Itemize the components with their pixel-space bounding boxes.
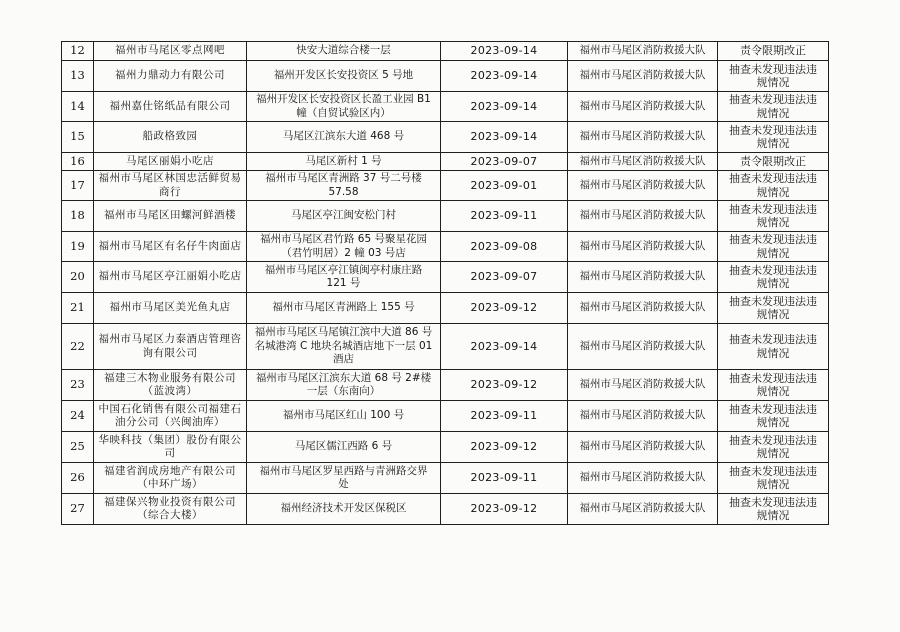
inspecting-department: 福州市马尾区消防救援大队 [568, 370, 718, 401]
inspection-date: 2023-09-01 [441, 171, 568, 201]
table-row [62, 153, 829, 171]
row-number: 18 [62, 201, 94, 232]
inspection-date: 2023-09-12 [441, 293, 568, 324]
inspection-result: 抽查未发现违法违 规情况 [718, 201, 829, 232]
unit-address: 福州市马尾区青洲路 37 号二号楼 57.58 [247, 171, 441, 201]
row-number: 12 [62, 42, 94, 61]
unit-address: 福州市马尾区亭江镇闽亭村康庄路 121 号 [247, 262, 441, 293]
unit-address: 快安大道综合楼一层 [247, 42, 441, 61]
table-row [62, 232, 829, 262]
unit-name: 福建保兴物业投资有限公司 （综合大楼） [94, 494, 247, 525]
inspection-result: 抽查未发现违法违 规情况 [718, 171, 829, 201]
inspection-date: 2023-09-12 [441, 494, 568, 525]
unit-name: 福州市马尾区美光鱼丸店 [94, 293, 247, 324]
inspection-date: 2023-09-11 [441, 201, 568, 232]
inspecting-department: 福州市马尾区消防救援大队 [568, 324, 718, 370]
unit-name: 福州市马尾区亭江丽娟小吃店 [94, 262, 247, 293]
inspection-result: 责令限期改正 [718, 42, 829, 61]
inspecting-department: 福州市马尾区消防救援大队 [568, 61, 718, 92]
unit-name: 船政格致园 [94, 122, 247, 153]
unit-name: 福州市马尾区有名仔牛肉面店 [94, 232, 247, 262]
inspection-result: 抽查未发现违法违 规情况 [718, 92, 829, 122]
table-body [62, 42, 829, 525]
inspecting-department: 福州市马尾区消防救援大队 [568, 494, 718, 525]
row-number: 23 [62, 370, 94, 401]
unit-name: 中国石化销售有限公司福建石 油分公司（兴闽油库） [94, 401, 247, 432]
inspecting-department: 福州市马尾区消防救援大队 [568, 432, 718, 463]
unit-name: 福州市马尾区林国忠活鲜贸易 商行 [94, 171, 247, 201]
inspection-date: 2023-09-14 [441, 324, 568, 370]
inspection-date: 2023-09-07 [441, 262, 568, 293]
unit-address: 马尾区儒江西路 6 号 [247, 432, 441, 463]
inspection-result: 抽查未发现违法违 规情况 [718, 463, 829, 494]
unit-name: 华映科技（集团）股份有限公 司 [94, 432, 247, 463]
unit-name: 福建三木物业服务有限公司 （蓝波湾） [94, 370, 247, 401]
table-row [62, 122, 829, 153]
unit-address: 福州开发区长安投资区长盈工业园 B1 幢（自贸试验区内） [247, 92, 441, 122]
inspection-date: 2023-09-11 [441, 401, 568, 432]
unit-name: 福建省润成房地产有限公司 （中环广场） [94, 463, 247, 494]
unit-address: 福州市马尾区红山 100 号 [247, 401, 441, 432]
inspection-date: 2023-09-12 [441, 432, 568, 463]
unit-name: 福州市马尾区零点网吧 [94, 42, 247, 61]
row-number: 21 [62, 293, 94, 324]
inspection-result: 抽查未发现违法违 规情况 [718, 494, 829, 525]
inspecting-department: 福州市马尾区消防救援大队 [568, 293, 718, 324]
inspection-date: 2023-09-14 [441, 92, 568, 122]
row-number: 14 [62, 92, 94, 122]
inspection-result: 抽查未发现违法违 规情况 [718, 324, 829, 370]
inspecting-department: 福州市马尾区消防救援大队 [568, 171, 718, 201]
row-number: 16 [62, 153, 94, 171]
row-number: 27 [62, 494, 94, 525]
unit-address: 福州市马尾区马尾镇江滨中大道 86 号 名城港湾 C 地块名城酒店地下一层 01 酒店 [247, 324, 441, 370]
inspection-result: 抽查未发现违法违 规情况 [718, 122, 829, 153]
row-number: 17 [62, 171, 94, 201]
table-row [62, 262, 829, 293]
table-row [62, 61, 829, 92]
table-row [62, 171, 829, 201]
inspection-table [61, 41, 829, 525]
row-number: 22 [62, 324, 94, 370]
unit-name: 福州市马尾区田螺河鲜酒楼 [94, 201, 247, 232]
inspection-result: 抽查未发现违法违 规情况 [718, 293, 829, 324]
inspecting-department: 福州市马尾区消防救援大队 [568, 122, 718, 153]
row-number: 25 [62, 432, 94, 463]
inspection-date: 2023-09-14 [441, 42, 568, 61]
inspecting-department: 福州市马尾区消防救援大队 [568, 463, 718, 494]
unit-name: 福州嘉仕铭纸品有限公司 [94, 92, 247, 122]
table-row [62, 42, 829, 61]
table-row [62, 370, 829, 401]
unit-address: 福州市马尾区君竹路 65 号聚星花园 （君竹明居）2 幢 03 号店 [247, 232, 441, 262]
unit-address: 福州市马尾区青洲路上 155 号 [247, 293, 441, 324]
row-number: 26 [62, 463, 94, 494]
unit-name: 马尾区丽娟小吃店 [94, 153, 247, 171]
inspection-result: 抽查未发现违法违 规情况 [718, 232, 829, 262]
inspecting-department: 福州市马尾区消防救援大队 [568, 42, 718, 61]
table-row [62, 324, 829, 370]
inspection-result: 抽查未发现违法违 规情况 [718, 401, 829, 432]
inspection-result: 抽查未发现违法违 规情况 [718, 61, 829, 92]
inspection-date: 2023-09-07 [441, 153, 568, 171]
row-number: 15 [62, 122, 94, 153]
unit-name: 福州力鼎动力有限公司 [94, 61, 247, 92]
table-row [62, 201, 829, 232]
unit-address: 马尾区新村 1 号 [247, 153, 441, 171]
inspection-date: 2023-09-14 [441, 61, 568, 92]
unit-name: 福州市马尾区力泰酒店管理咨 询有限公司 [94, 324, 247, 370]
inspection-date: 2023-09-12 [441, 370, 568, 401]
row-number: 19 [62, 232, 94, 262]
inspection-date: 2023-09-14 [441, 122, 568, 153]
row-number: 13 [62, 61, 94, 92]
inspection-result: 抽查未发现违法违 规情况 [718, 432, 829, 463]
table-row [62, 432, 829, 463]
row-number: 20 [62, 262, 94, 293]
unit-address: 马尾区亭江闽安松门村 [247, 201, 441, 232]
table-row [62, 293, 829, 324]
table-row [62, 494, 829, 525]
table-row [62, 463, 829, 494]
unit-address: 福州经济技术开发区保税区 [247, 494, 441, 525]
inspection-date: 2023-09-11 [441, 463, 568, 494]
table-row [62, 401, 829, 432]
inspection-date: 2023-09-08 [441, 232, 568, 262]
inspecting-department: 福州市马尾区消防救援大队 [568, 201, 718, 232]
inspection-result: 责令限期改正 [718, 153, 829, 171]
unit-address: 福州市马尾区罗星西路与青洲路交界 处 [247, 463, 441, 494]
inspecting-department: 福州市马尾区消防救援大队 [568, 92, 718, 122]
row-number: 24 [62, 401, 94, 432]
inspecting-department: 福州市马尾区消防救援大队 [568, 153, 718, 171]
inspection-result: 抽查未发现违法违 规情况 [718, 262, 829, 293]
inspecting-department: 福州市马尾区消防救援大队 [568, 401, 718, 432]
inspecting-department: 福州市马尾区消防救援大队 [568, 232, 718, 262]
inspecting-department: 福州市马尾区消防救援大队 [568, 262, 718, 293]
unit-address: 福州市马尾区江滨东大道 68 号 2#楼 一层（东南向） [247, 370, 441, 401]
inspection-result: 抽查未发现违法违 规情况 [718, 370, 829, 401]
unit-address: 福州开发区长安投资区 5 号地 [247, 61, 441, 92]
unit-address: 马尾区江滨东大道 468 号 [247, 122, 441, 153]
table-row [62, 92, 829, 122]
